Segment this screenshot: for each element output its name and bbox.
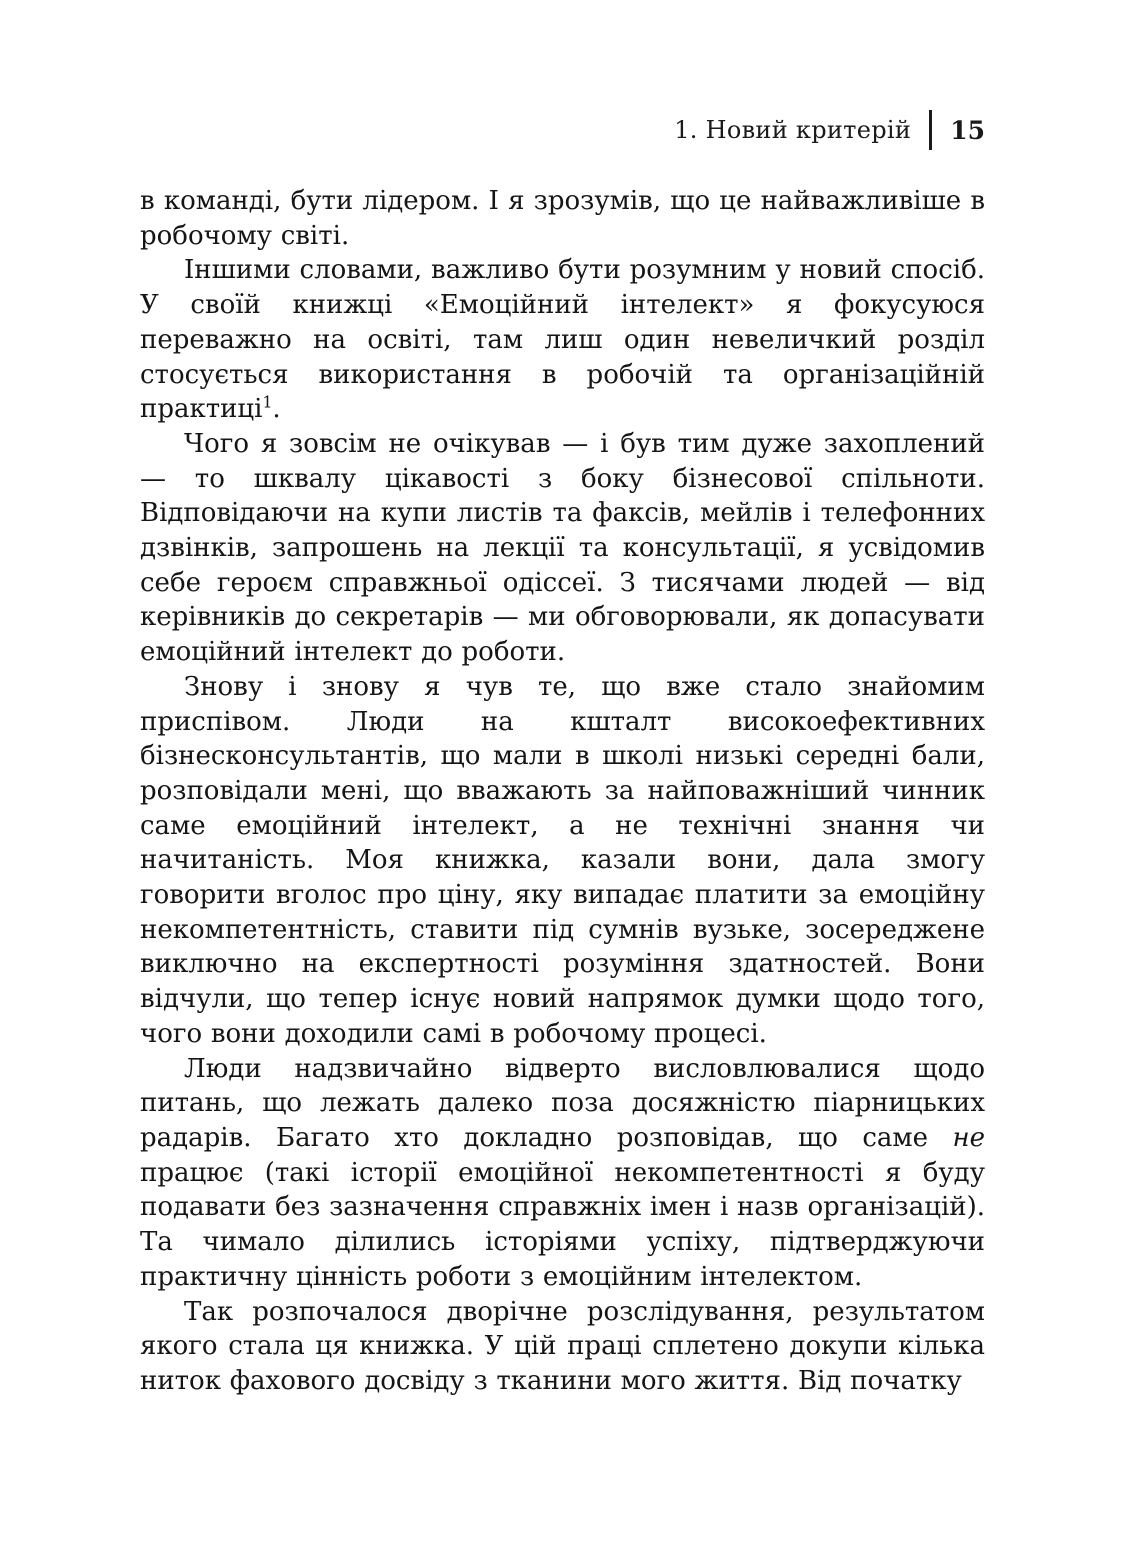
- text-run: Чого я зовсім не очікував — і був тим дуже захоплений — то шквалу цікавості з боку бізнесової спільноти. Відповідаючи на купи листів та факсів, мейлів і телефонних дзвінків, запрошень на лекції та консультації, я усвідомив себе героєм справжньої одіссеї. З тисячами людей — від керівників до секретарів — ми обговорювали, як допасувати емоційний інтелект до роботи.: [140, 428, 985, 668]
- header-divider-rule: [929, 110, 932, 150]
- text-run: в команді, бути лідером. І я зрозумів, що це найважливіше в робочому світі.: [140, 186, 985, 251]
- emphasized-text: не: [952, 1122, 985, 1153]
- running-head-chapter-title: 1. Новий критерій: [674, 116, 912, 144]
- paragraph: [140, 184, 985, 253]
- page-body: [140, 184, 985, 1399]
- paragraph: [140, 253, 985, 427]
- paragraph: [140, 670, 985, 1052]
- footnote-reference: 1: [262, 393, 273, 412]
- text-run: Знову і знову я чув те, що вже стало знайомим приспівом. Люди на кшталт високоефективних бізнесконсультантів, що мали в школі низькі середні бали, розповідали мені, що вважають за найповажніший чинник саме емоційний інтелект, а не технічні знання чи начитаність. Моя книжка, казали вони, дала змогу говорити вголос про ціну, яку випадає платити за емоційну некомпетентність, ставити під сумнів вузьке, зосереджене виключно на експертності розуміння здатностей. Вони відчули, що тепер існує новий напрямок думки щодо того, чого вони доходили самі в робочому процесі.: [140, 671, 985, 1049]
- paragraph: [140, 427, 985, 670]
- text-run: .: [272, 394, 281, 425]
- running-header: [140, 110, 985, 150]
- paragraph: [140, 1052, 985, 1295]
- text-run: Іншими словами, важливо бути розумним у новий спосіб. У своїй книжці «Емоційний інтелект» я фокусуюся переважно на освіті, там лиш один невеличкий розділ стосується використання в робочій та організаційній практиці: [140, 255, 985, 425]
- page-number: 15: [950, 115, 985, 145]
- paragraph: [140, 1295, 985, 1399]
- text-run: Люди надзвичайно відверто висловлювалися щодо питань, що лежать далеко поза досяжністю піарницьких радарів. Багато хто докладно розповідав, що саме: [140, 1053, 985, 1153]
- text-run: Так розпочалося дворічне розслідування, результатом якого стала ця книжка. У цій праці сплетено докупи кілька ниток фахового досвіду з тканини мого життя. Від початку: [140, 1296, 985, 1396]
- text-run: працює (такі історії емоційної некомпетентності я буду подавати без зазначення справжніх імен і назв організацій). Та чимало ділились історіями успіху, підтверджуючи практичну цінність роботи з емоційним інтелектом.: [140, 1157, 985, 1292]
